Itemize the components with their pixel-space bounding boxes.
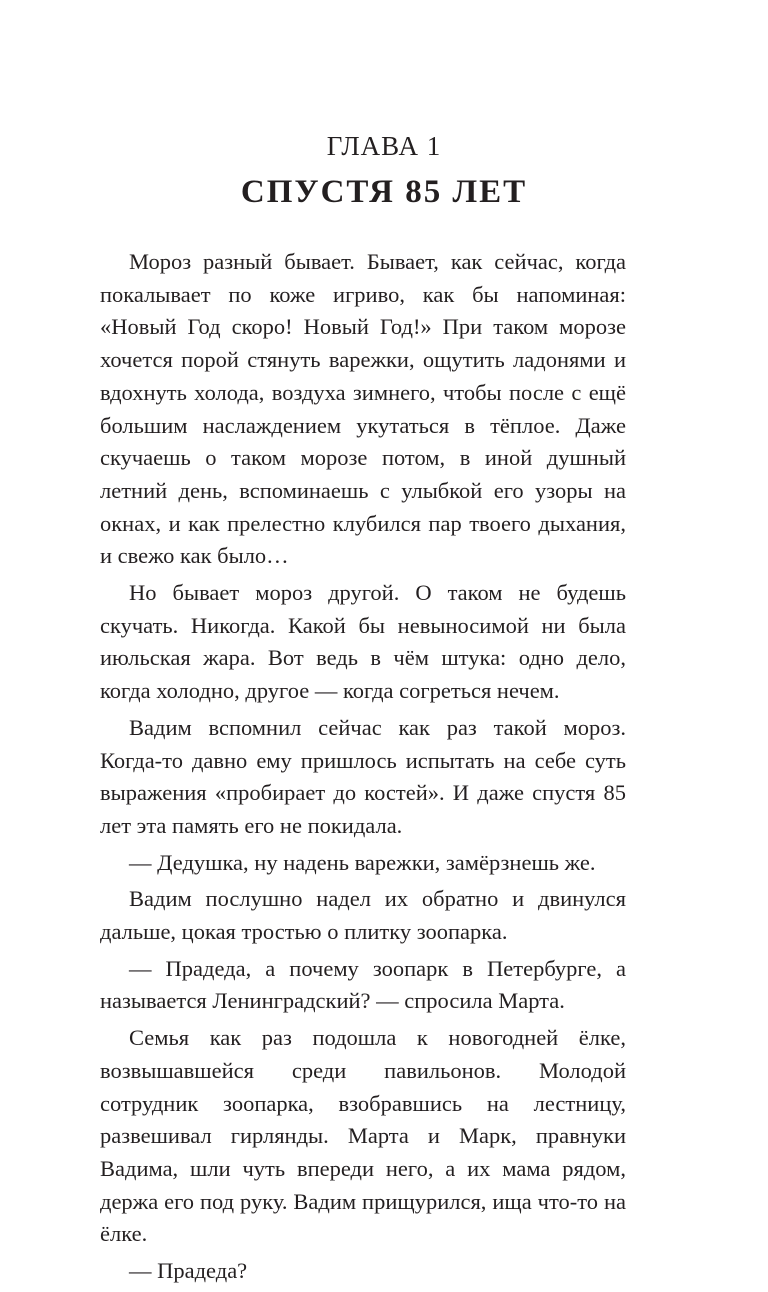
paragraph: Семья как раз подошла к новогодней ёлке, возвышавшейся среди павильонов. Молодой сотрудник зоопарка, взобравшись на лестницу, развешивал гирлянды. Марта и Марк, правнуки Вадима, шли чуть впереди него, а их мама рядом, держа его под руку. Вадим прищурился, ища что-то на ёлке. xyxy=(100,1025,626,1247)
paragraph: Но бывает мороз другой. О таком не будешь скучать. Никогда. Какой бы невыносимой ни была июльская жара. Вот ведь в чём штука: одно дело, когда холодно, другое — когда согреться нечем. xyxy=(100,580,626,704)
paragraph: Вадим вспомнил сейчас как раз такой мороз. Когда-то давно ему пришлось испытать на себе суть выражения «пробирает до костей». И даже спустя 85 лет эта память его не покидала. xyxy=(100,714,626,838)
paragraph: — Дедушка, ну надень варежки, замёрзнешь же. xyxy=(129,849,596,875)
chapter-number: ГЛАВА 1 xyxy=(326,131,442,161)
paragraph: Мороз разный бывает. Бывает, как сейчас, когда покалывает по коже игриво, как бы напоминая: «Новый Год скоро! Новый Год!» При таком морозе хочется порой стянуть варежки, ощутить ладонями и вдохнуть холода, воздуха зимнего, чтобы после с ещё большим наслаждением укутаться в тёплое. Даже скучаешь о таком морозе потом, в иной душный летний день, вспоминаешь с улыбкой его узоры на окнах, и как прелестно клубился пар твоего дыхания, и свежо как было… xyxy=(100,249,626,569)
body-text xyxy=(100,246,626,1292)
paragraph: — Прадеда? xyxy=(129,1258,248,1284)
paragraph: Вадим послушно надел их обратно и двинулся дальше, цокая тростью о плитку зоопарка. xyxy=(100,886,626,945)
chapter-title: СПУСТЯ 85 ЛЕТ xyxy=(240,174,528,210)
paragraph: — Прадеда, а почему зоопарк в Петербурге, а называется Ленинградский? — спросила Марта. xyxy=(100,955,626,1014)
